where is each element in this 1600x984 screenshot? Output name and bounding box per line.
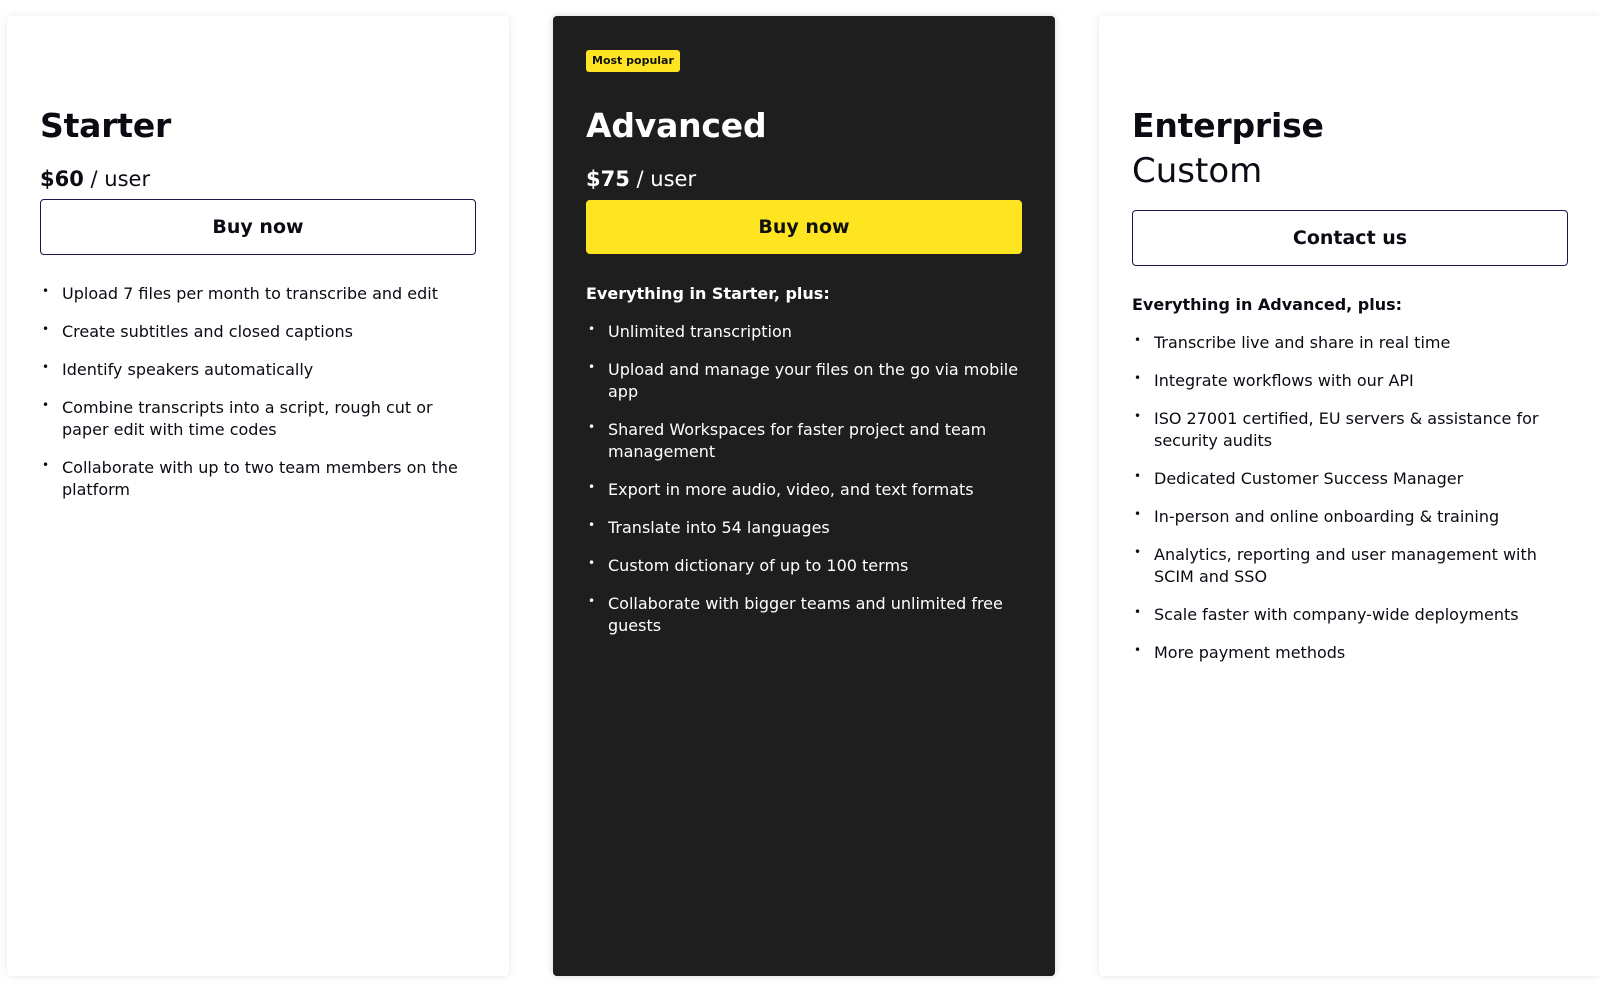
feature-text: Create subtitles and closed captions <box>62 322 353 341</box>
feature-item <box>40 321 482 343</box>
feature-text: Export in more audio, video, and text formats <box>608 480 974 499</box>
bullet-icon: • <box>588 556 596 570</box>
feature-text: Transcribe live and share in real time <box>1154 333 1451 352</box>
feature-text: Integrate workflows with our API <box>1154 371 1414 390</box>
bullet-icon: • <box>1134 333 1142 347</box>
plan-name: Enterprise <box>1132 106 1324 145</box>
plan-card-advanced <box>553 16 1055 976</box>
feature-item <box>1132 370 1572 392</box>
price-amount: $75 <box>586 167 630 191</box>
feature-item <box>1132 604 1572 626</box>
plan-price: Custom <box>1132 151 1263 191</box>
feature-item <box>1132 642 1572 664</box>
price-unit: / user <box>629 167 697 191</box>
feature-text: Collaborate with up to two team members on the platform <box>62 458 458 499</box>
bullet-icon: • <box>42 398 50 412</box>
feature-item <box>586 593 1026 637</box>
features-lead: Everything in Advanced, plus: <box>1132 295 1403 314</box>
feature-item <box>1132 332 1572 354</box>
bullet-icon: • <box>1134 371 1142 385</box>
feature-item <box>1132 408 1572 452</box>
feature-item <box>1132 506 1572 528</box>
bullet-icon: • <box>42 322 50 336</box>
pricing-plans <box>7 16 1593 976</box>
feature-text: Translate into 54 languages <box>608 518 830 537</box>
feature-item <box>586 321 1026 343</box>
feature-item <box>586 419 1026 463</box>
feature-list <box>586 321 1026 653</box>
feature-item <box>40 457 482 501</box>
feature-text: ISO 27001 certified, EU servers & assistance for security audits <box>1154 409 1539 450</box>
feature-text: Scale faster with company-wide deployments <box>1154 605 1519 624</box>
feature-text: Custom dictionary of up to 100 terms <box>608 556 909 575</box>
buy-now-button[interactable]: Buy now <box>586 200 1022 254</box>
feature-text: Combine transcripts into a script, rough cut or paper edit with time codes <box>62 398 433 439</box>
bullet-icon: • <box>1134 545 1142 559</box>
feature-text: Analytics, reporting and user management with SCIM and SSO <box>1154 545 1537 586</box>
feature-text: In-person and online onboarding & training <box>1154 507 1500 526</box>
bullet-icon: • <box>588 594 596 608</box>
feature-item <box>40 283 482 305</box>
bullet-icon: • <box>588 480 596 494</box>
feature-text: Unlimited transcription <box>608 322 792 341</box>
bullet-icon: • <box>1134 469 1142 483</box>
feature-text: Dedicated Customer Success Manager <box>1154 469 1464 488</box>
plan-name: Starter <box>40 106 172 145</box>
feature-list <box>1132 332 1572 680</box>
bullet-icon: • <box>42 360 50 374</box>
buy-now-button[interactable]: Buy now <box>40 199 476 255</box>
bullet-icon: • <box>1134 409 1142 423</box>
bullet-icon: • <box>588 420 596 434</box>
bullet-icon: • <box>42 284 50 298</box>
bullet-icon: • <box>1134 605 1142 619</box>
plan-price <box>586 164 696 194</box>
feature-text: More payment methods <box>1154 643 1346 662</box>
feature-text: Identify speakers automatically <box>62 360 314 379</box>
feature-list <box>40 283 480 517</box>
feature-item <box>40 397 482 441</box>
price-amount: $60 <box>40 167 84 191</box>
plan-card-starter <box>7 16 509 976</box>
price-unit: / user <box>83 167 151 191</box>
plan-price <box>40 164 150 194</box>
feature-text: Upload and manage your files on the go via mobile app <box>608 360 1019 401</box>
features-lead: Everything in Starter, plus: <box>586 284 830 303</box>
bullet-icon: • <box>1134 507 1142 521</box>
feature-text: Collaborate with bigger teams and unlimited free guests <box>608 594 1003 635</box>
plan-card-enterprise <box>1099 16 1600 976</box>
bullet-icon: • <box>1134 643 1142 657</box>
feature-item <box>1132 544 1572 588</box>
bullet-icon: • <box>588 518 596 532</box>
bullet-icon: • <box>42 458 50 472</box>
feature-text: Shared Workspaces for faster project and team management <box>608 420 987 461</box>
feature-item <box>40 359 482 381</box>
most-popular-badge: Most popular <box>586 50 680 72</box>
feature-item <box>1132 468 1572 490</box>
contact-us-button[interactable]: Contact us <box>1132 210 1568 266</box>
plan-name: Advanced <box>586 106 767 145</box>
bullet-icon: • <box>588 360 596 374</box>
bullet-icon: • <box>588 322 596 336</box>
feature-item <box>586 555 1026 577</box>
feature-text: Upload 7 files per month to transcribe and edit <box>62 284 438 303</box>
feature-item <box>586 517 1026 539</box>
feature-item <box>586 359 1026 403</box>
feature-item <box>586 479 1026 501</box>
